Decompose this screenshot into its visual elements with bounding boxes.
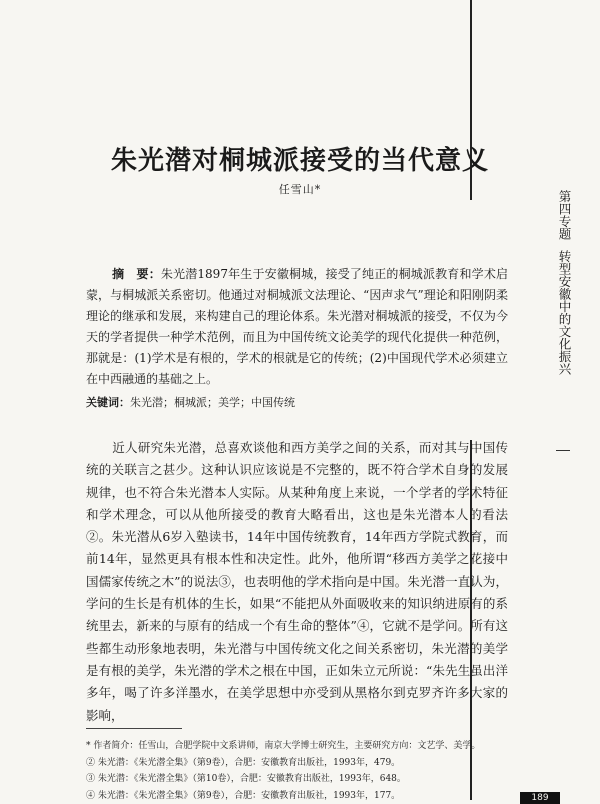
footnote-4: ④ 朱光潜：《朱光潜全集》（第9卷），合肥：安徽教育出版社，1993年，177。	[86, 790, 401, 801]
side-section-name: 第四专题	[557, 190, 572, 240]
side-section-label	[554, 190, 574, 375]
side-label-rule	[556, 450, 570, 451]
keywords-block	[86, 395, 506, 411]
footnotes	[86, 738, 516, 804]
abstract-label: 摘 要：	[112, 267, 161, 281]
footnote-2: ② 朱光潜：《朱光潜全集》（第9卷），合肥：安徽教育出版社，1993年，479。	[86, 757, 401, 768]
footnote-divider	[86, 728, 182, 729]
article-author: 任雪山*	[278, 183, 322, 196]
footnote-author: * 作者简介：任雪山，合肥学院中文系讲师，南京大学博士研究生，主要研究方向：文艺学、美学。	[86, 741, 481, 751]
keywords-label: 关键词：	[86, 396, 130, 409]
footnote-3: ③ 朱光潜：《朱光潜全集》（第10卷），合肥：安徽教育出版社，1993年，648。	[86, 774, 406, 784]
abstract-text: 朱光潜1897年生于安徽桐城，接受了纯正的桐城派教育和学术启蒙，与桐城派关系密切。他通过对桐城派文法理论、“因声求气”理论和阳刚阴柔理论的继承和发展，来构建自己的理论体系。朱光潜对桐城派的接受，不仅为今天的学者提供一种学术范例，而且为中国传统文论美学的现代化提供一种范例，那就是：(1)学术是有根的，学术的根就是它的传统；(2)中国现代学术必须建立在中西融通的基础之上。	[86, 267, 508, 386]
page-number: 189	[520, 792, 560, 804]
side-section-topic: 转型安徽中的文化振兴	[557, 250, 572, 375]
keywords-text: 朱光潜；桐城派；美学；中国传统	[130, 396, 295, 409]
body-text: 近人研究朱光潜，总喜欢谈他和西方美学之间的关系，而对其与中国传统的关联言之甚少。这种认识应该说是不完整的，既不符合学术自身的发展规律，也不符合朱光潜本人实际。从某种角度上来说，一个学者的学术特征和学术理念，可以从他所接受的教育大略看出，这也是朱光潜本人的看法②。朱光潜从6岁入塾读书，14年中国传统教育，14年西方学院式教育，而前14年，显然更具有根本性和决定性。此外，他所谓“移西方美学之花接中国儒家传统之木”的说法③，也表明他的学术指向是中国。朱光潜一直认为，学问的生长是有机体的生长，如果“不能把从外面吸收来的知识纳进原有的系统里去，新来的与原有的结成一个有生命的整体”④，它就不是学问。所有这些都生动形象地表明，朱光潜与中国传统文化之间关系密切，朱光潜的美学是有根的美学，朱光潜的学术之根在中国，正如朱立元所说：“朱先生虽出洋多年，喝了许多洋墨水，在美学思想中亦受到从黑格尔到克罗齐许多大家的影响，	[86, 440, 508, 723]
abstract-block	[86, 264, 508, 390]
body-paragraph	[86, 437, 508, 727]
article-title: 朱光潜对桐城派接受的当代意义	[110, 146, 489, 176]
